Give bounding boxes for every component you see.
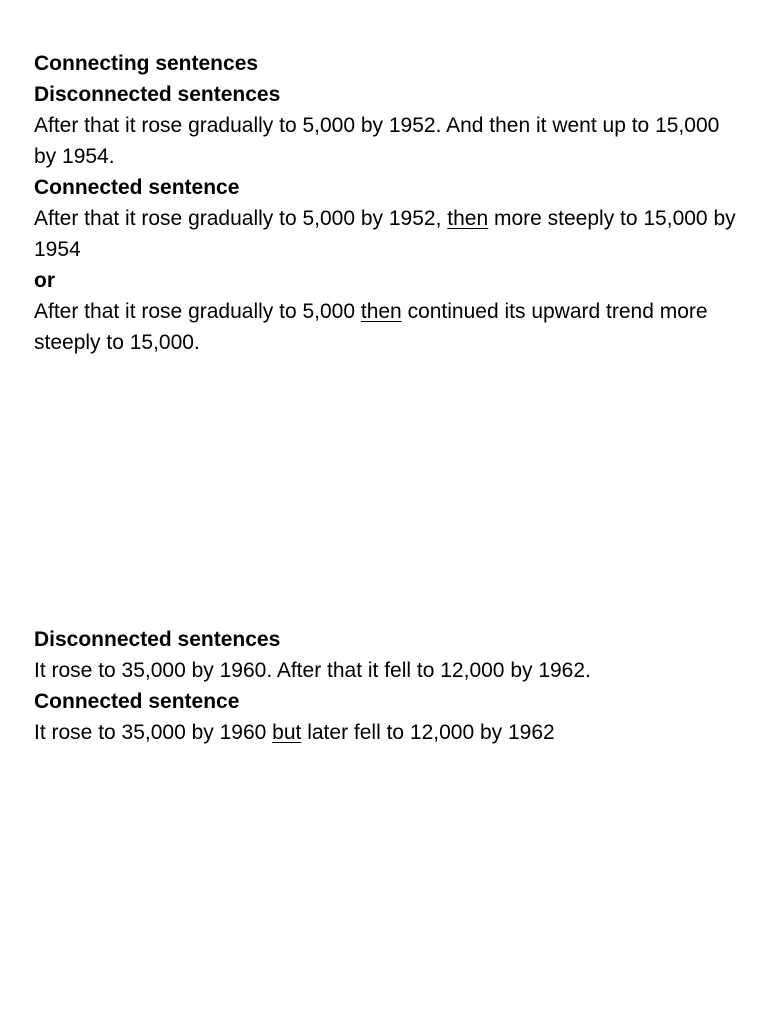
bottom-section — [34, 624, 746, 748]
or-label: or — [34, 269, 55, 292]
connected-example-after: later fell to 12,000 by 1962 — [301, 721, 555, 744]
connected-label: Connected sentence — [34, 690, 240, 713]
disconnected-label: Disconnected sentences — [34, 83, 281, 106]
linker-word-but: but — [272, 721, 302, 744]
connected-example-1 — [34, 203, 746, 265]
connected-example-2 — [34, 296, 746, 358]
linker-word-then: then — [447, 207, 489, 230]
disconnected-label: Disconnected sentences — [34, 628, 281, 651]
connected-label: Connected sentence — [34, 176, 240, 199]
disconnected-text: It rose to 35,000 by 1960. After that it fell to 12,000 by 1962. — [34, 659, 591, 682]
connected-example-before: It rose to 35,000 by 1960 — [34, 721, 273, 744]
top-section — [34, 48, 746, 358]
section-heading: Connecting sentences — [34, 52, 259, 75]
connected-example-1-after: more steeply to 15,000 by 1954 — [34, 207, 736, 261]
disconnected-text: After that it rose gradually to 5,000 by 1952. And then it went up to 15,000 by 1954. — [34, 114, 720, 168]
linker-word-then: then — [360, 300, 402, 323]
connected-example-2-before: After that it rose gradually to 5,000 — [34, 300, 361, 323]
connected-example-1-before: After that it rose gradually to 5,000 by 1952, — [34, 207, 448, 230]
connected-example-2-after: continued its upward trend more steeply to 15,000. — [34, 300, 708, 354]
connected-example — [34, 717, 746, 748]
